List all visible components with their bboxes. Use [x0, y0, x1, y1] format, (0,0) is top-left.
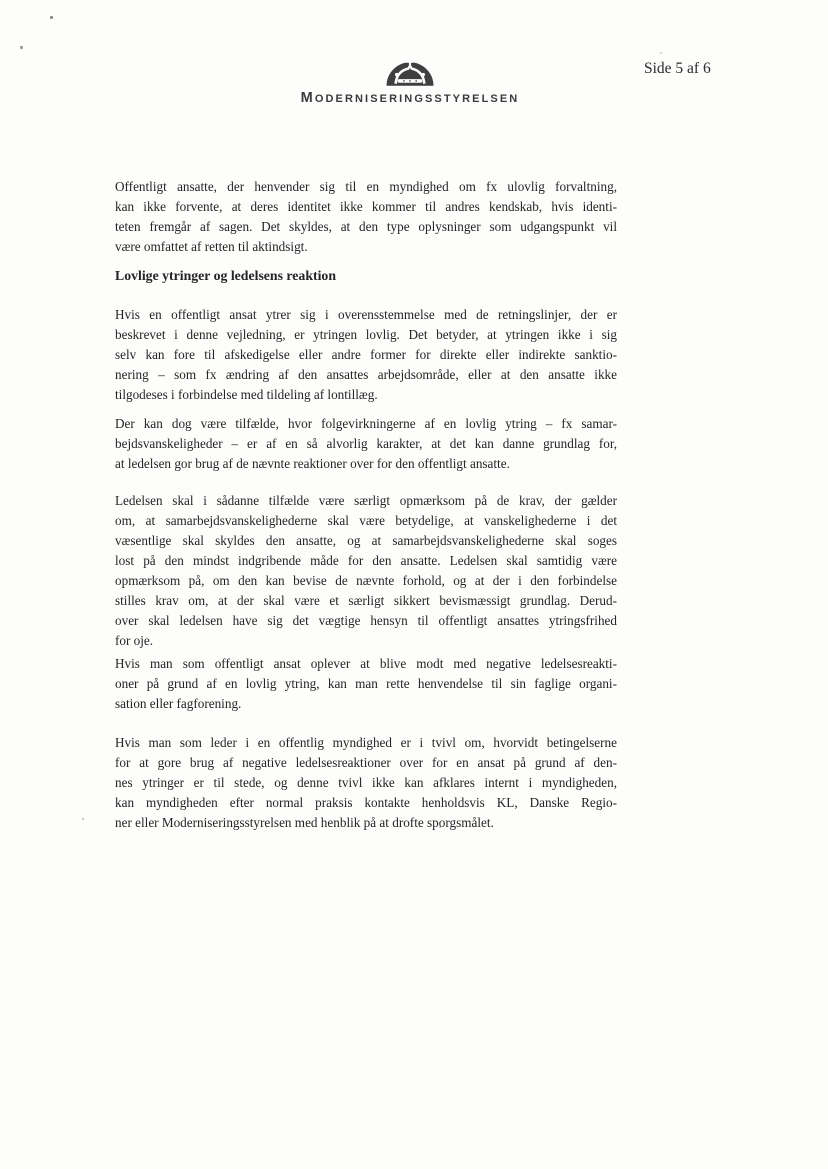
scan-artifact	[50, 16, 53, 19]
text-line: sation eller fagforening.	[115, 696, 242, 711]
text-line: stilles krav om, at der skal være et særligt sikkert bevismæssigt grundlag. Derud-	[115, 593, 617, 608]
text-line: over skal ledelsen have sig det vægtige hensyn til offentligt ansattes ytringsfrihed	[115, 613, 617, 628]
text-line: nering – som fx ændring af den ansattes arbejdsområde, eller at den ansatte ikke	[115, 367, 617, 382]
text-line: ner eller Moderniseringsstyrelsen med henblik på at drofte sporgsmålet.	[115, 815, 494, 830]
text-line: teten fremgår af sagen. Det skyldes, at den type oplysninger som udgangspunkt vil	[115, 219, 617, 234]
text-line: for at gore brug af negative ledelsesreaktioner over for en ansat på grund af den-	[115, 755, 617, 770]
paragraph	[115, 177, 617, 257]
text-line: beskrevet i denne vejledning, er ytringen lovlig. Det betyder, at ytringen ikke i sig	[115, 327, 617, 342]
text-line: Ledelsen skal i sådanne tilfælde være særligt opmærksom på de krav, der gælder	[115, 493, 617, 508]
text-line: Hvis en offentligt ansat ytrer sig i overensstemmelse med de retningslinjer, der er	[115, 307, 617, 322]
text-line: Lovlige ytringer og ledelsens reaktion	[115, 268, 336, 283]
text-line: kan myndigheden efter normal praksis kontakte henholdsvis KL, Danske Regio-	[115, 795, 617, 810]
paragraph	[115, 414, 617, 474]
text-line: oner på grund af en lovlig ytring, kan man rette henvendelse til sin faglige organi-	[115, 676, 617, 691]
paragraph	[115, 305, 617, 405]
text-line: være omfattet af retten til aktindsigt.	[115, 239, 308, 254]
text-line: væsentlige skal skyldes den ansatte, og at samarbejdsvanskelighederne skal soges	[115, 533, 617, 548]
text-line: tilgodeses i forbindelse med tildeling af lontillæg.	[115, 387, 378, 402]
paragraph	[115, 733, 617, 833]
text-line: nes ytringer er til stede, og denne tvivl ikke kan afklares internt i myndigheden,	[115, 775, 617, 790]
text-line: opmærksom på, om den kan bevise de nævnte forhold, og at der i den forbindelse	[115, 573, 617, 588]
text-line: for oje.	[115, 633, 154, 648]
text-line: selv kan fore til afskedigelse eller andre former for direkte eller indirekte sanktio-	[115, 347, 617, 362]
scan-artifact	[20, 46, 23, 49]
agency-name: MODERNISERINGSSTYRELSEN	[300, 90, 520, 106]
text-line: om, at samarbejdsvanskelighederne skal være betydelige, at vanskelighederne i det	[115, 513, 617, 528]
section-heading	[115, 266, 617, 286]
text-line: kan ikke forvente, at deres identitet ikke kommer til andres kendskab, hvis identi-	[115, 199, 617, 214]
scan-artifact	[659, 52, 663, 54]
page-indicator: Side 5 af 6	[644, 60, 711, 77]
text-line: Der kan dog være tilfælde, hvor folgevirkningerne af en lovlig ytring – fx samar-	[115, 416, 617, 431]
text-line: Offentligt ansatte, der henvender sig til en myndighed om fx ulovlig forvaltning,	[115, 179, 617, 194]
text-line: Hvis man som offentligt ansat oplever at blive modt med negative ledelsesreakti-	[115, 656, 617, 671]
text-line: lost på den mindst indgribende måde for den ansatte. Ledelsen skal samtidig være	[115, 553, 617, 568]
scan-artifact	[82, 818, 84, 820]
text-line: Hvis man som leder i en offentlig myndighed er i tvivl om, hvorvidt betingelserne	[115, 735, 617, 750]
document-body	[115, 0, 617, 1169]
paragraph	[115, 654, 617, 714]
text-line: bejdsvanskeligheder – er af en så alvorlig karakter, at det kan danne grundlag for,	[115, 436, 617, 451]
text-line: at ledelsen gor brug af de nævnte reaktioner over for den offentligt ansatte.	[115, 456, 510, 471]
paragraph	[115, 491, 617, 651]
